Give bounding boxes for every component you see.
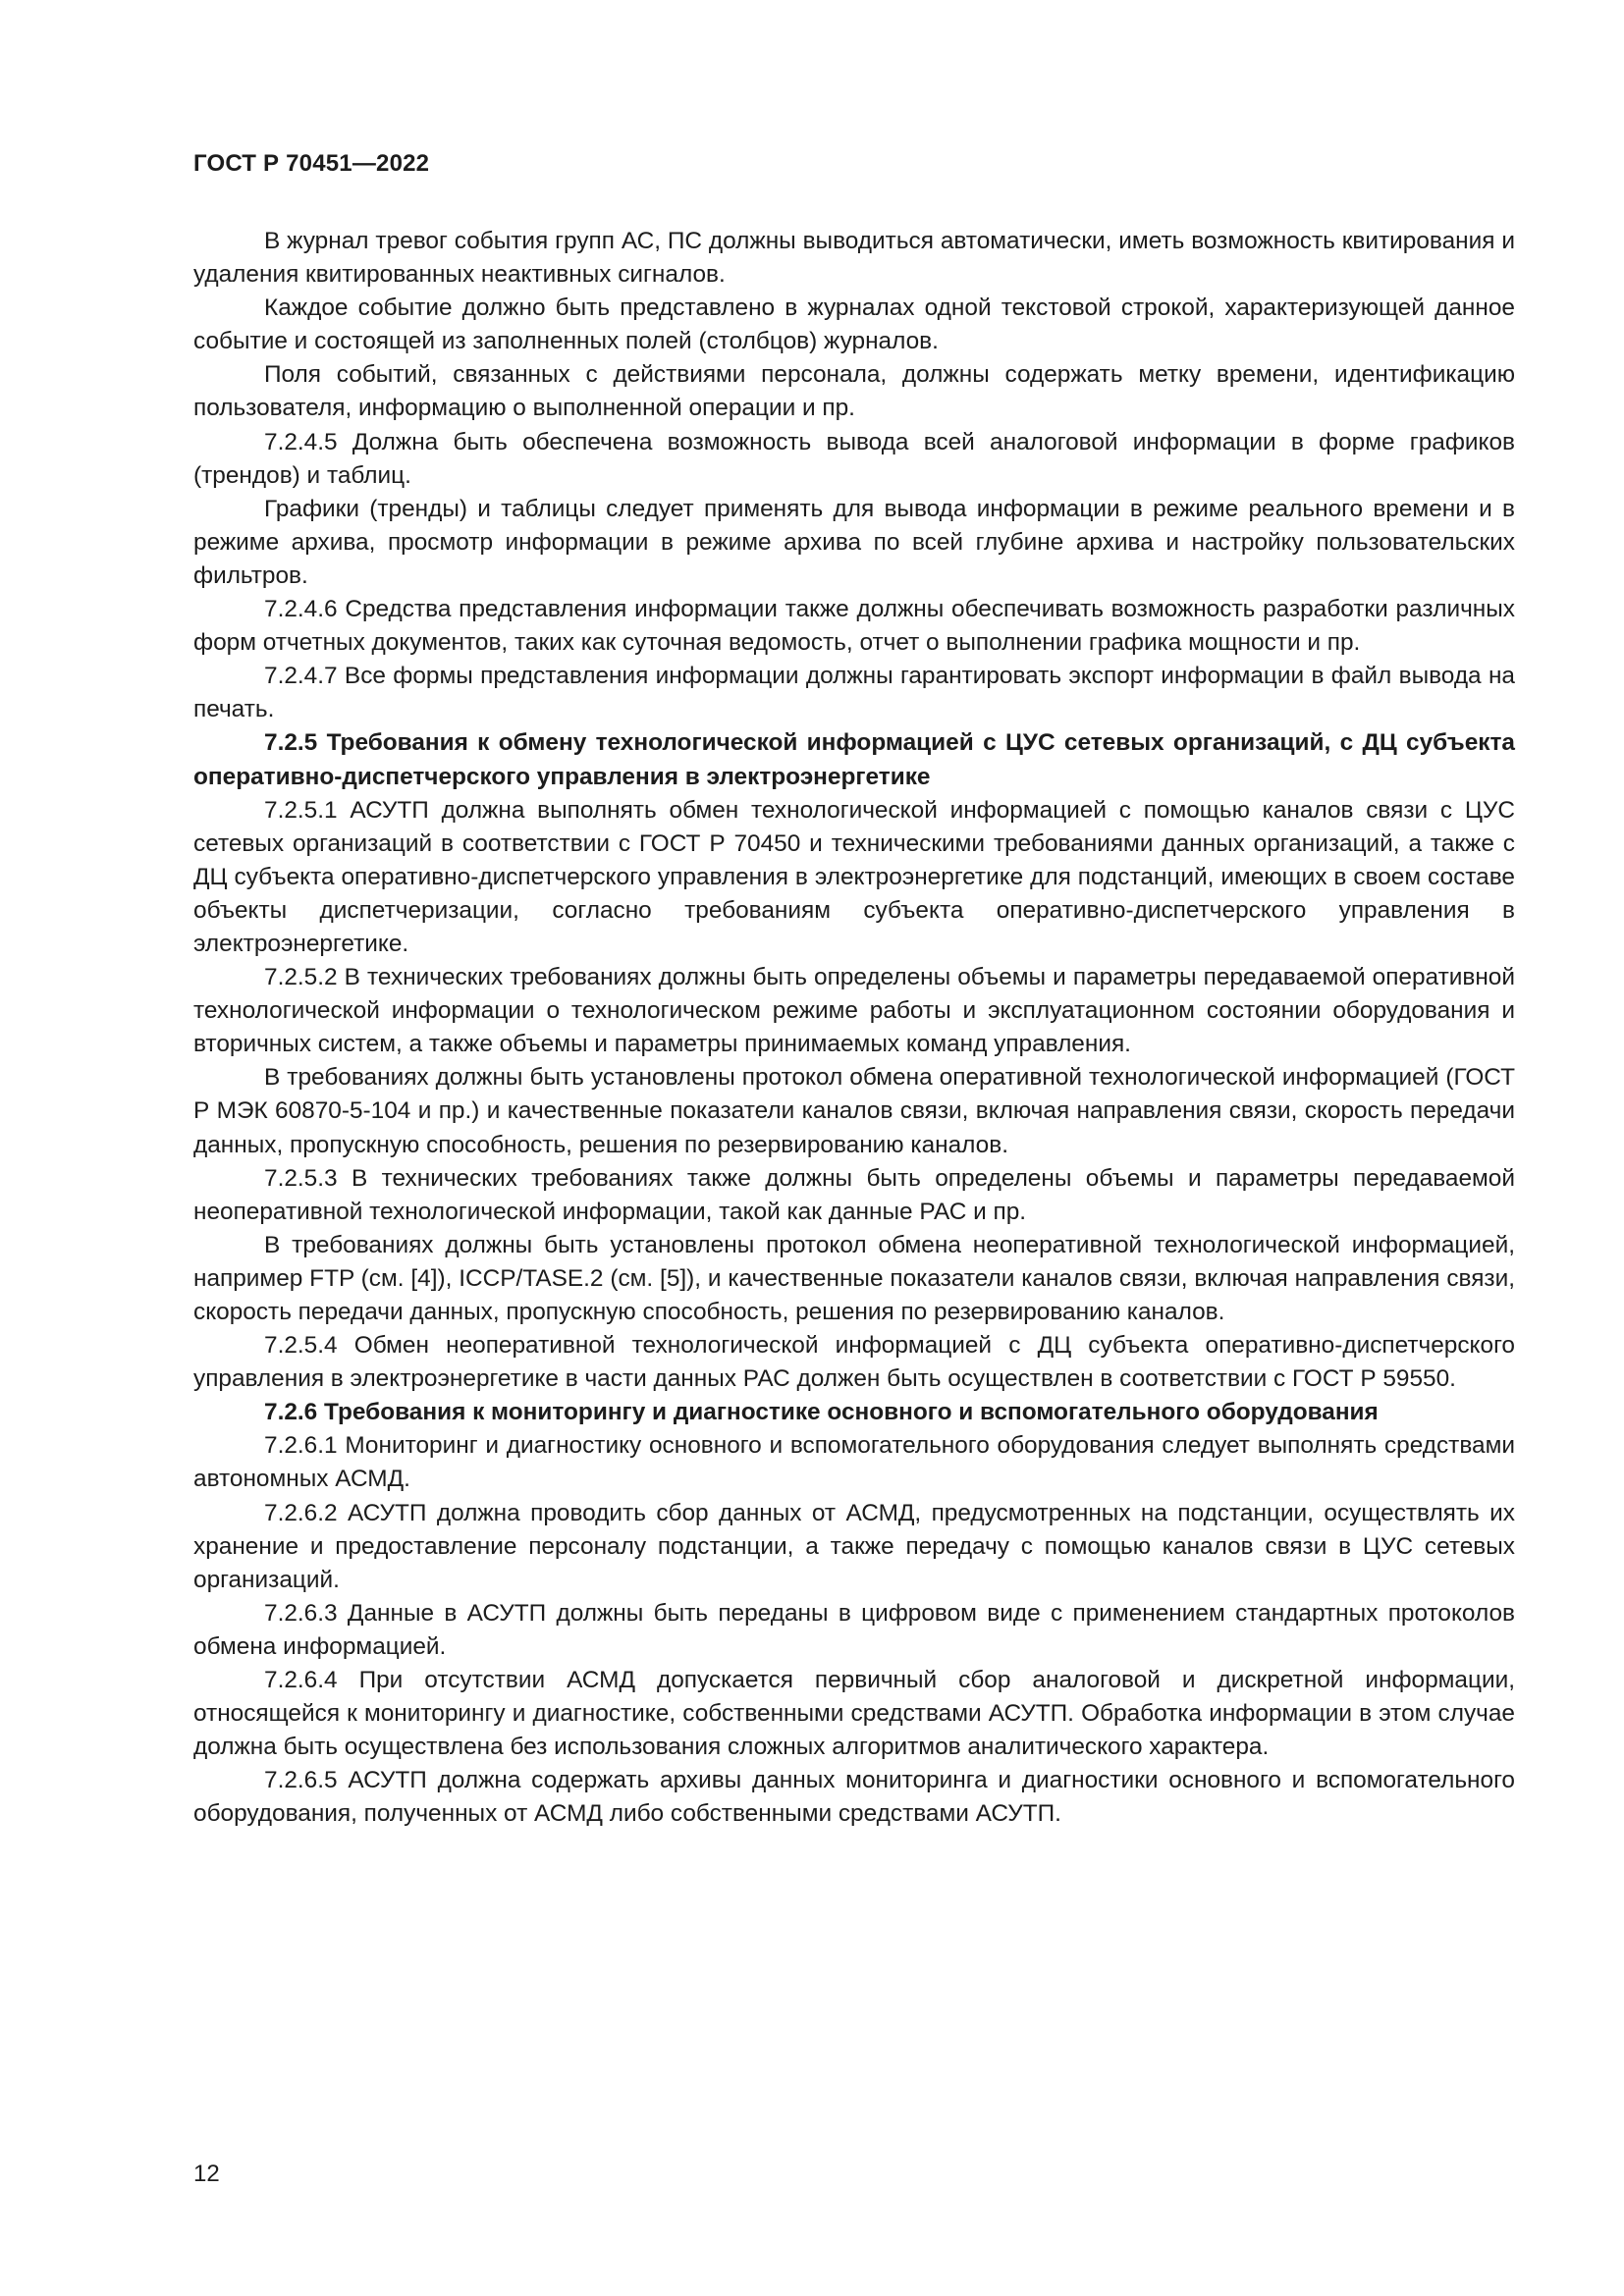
- standard-header: ГОСТ Р 70451—2022: [193, 150, 430, 177]
- paragraph: В журнал тревог события групп АС, ПС должны выводиться автоматически, иметь возможность квитирования и удаления квитированных неактивных сигналов.: [193, 228, 1515, 289]
- document-body: [193, 225, 1515, 1832]
- section-heading: 7.2.5 Требования к обмену технологической информацией с ЦУС сетевых организаций, с ДЦ субъекта оперативно-диспетчерского управления в электроэнергетике: [193, 729, 1515, 790]
- paragraph: 7.2.6.2 АСУТП должна проводить сбор данных от АСМД, предусмотренных на подстанции, осуществлять их хранение и предоставление персоналу подстанции, а также передачу с помощью каналов связи в ЦУС сетевых организаций.: [193, 1499, 1515, 1593]
- paragraph: 7.2.4.5 Должна быть обеспечена возможность вывода всей аналоговой информации в форме графиков (трендов) и таблиц.: [193, 428, 1515, 489]
- paragraph: 7.2.6.3 Данные в АСУТП должны быть переданы в цифровом виде с применением стандартных протоколов обмена информацией.: [193, 1599, 1515, 1660]
- paragraph: 7.2.5.3 В технических требованиях также должны быть определены объемы и параметры передаваемой неоперативной технологической информации, такой как данные РАС и пр.: [193, 1164, 1515, 1225]
- paragraph: 7.2.6.5 АСУТП должна содержать архивы данных мониторинга и диагностики основного и вспомогательного оборудования, полученных от АСМД либо собственными средствами АСУТП.: [193, 1767, 1515, 1828]
- paragraph: Графики (тренды) и таблицы следует применять для вывода информации в режиме реального времени и в режиме архива, просмотр информации в режиме архива по всей глубине архива и настройку пользовательских фильтров.: [193, 495, 1515, 589]
- paragraph: В требованиях должны быть установлены протокол обмена неоперативной технологической информацией, например FTP (см. [4]), ICCP/TASE.2 (см. [5]), и качественные показатели каналов связи, включая направления связи, скорость передачи данных, пропускную способность, решения по резервированию каналов.: [193, 1231, 1515, 1325]
- paragraph: 7.2.4.6 Средства представления информации также должны обеспечивать возможность разработки различных форм отчетных документов, таких как суточная ведомость, отчет о выполнении графика мощности и пр.: [193, 596, 1515, 657]
- paragraph: Каждое событие должно быть представлено в журналах одной текстовой строкой, характеризующей данное событие и состоящей из заполненных полей (столбцов) журналов.: [193, 294, 1515, 355]
- paragraph: 7.2.5.4 Обмен неоперативной технологической информацией с ДЦ субъекта оперативно-диспетчерского управления в электроэнергетике в части данных РАС должен быть осуществлен в соответствии с ГОСТ Р 59550.: [193, 1332, 1515, 1393]
- paragraph: 7.2.5.1 АСУТП должна выполнять обмен технологической информацией с помощью каналов связи с ЦУС сетевых организаций в соответствии с ГОСТ Р 70450 и техническими требованиями данных организаций, а также с ДЦ субъекта оперативно-диспетчерского управления в электроэнергетике для подстанций, имеющих в своем составе объекты диспетчеризации, согласно требованиям субъекта оперативно-диспетчерского управления в электроэнергетике.: [193, 796, 1515, 957]
- paragraph: 7.2.5.2 В технических требованиях должны быть определены объемы и параметры передаваемой оперативной технологической информации о технологическом режиме работы и эксплуатационном состоянии оборудования и вторичных систем, а также объемы и параметры принимаемых команд управления.: [193, 964, 1515, 1058]
- paragraph: 7.2.6.1 Мониторинг и диагностику основного и вспомогательного оборудования следует выполнять средствами автономных АСМД.: [193, 1432, 1515, 1493]
- paragraph: В требованиях должны быть установлены протокол обмена оперативной технологической информацией (ГОСТ Р МЭК 60870-5-104 и пр.) и качественные показатели каналов связи, включая направления связи, скорость передачи данных, пропускную способность, решения по резервированию каналов.: [193, 1064, 1515, 1158]
- paragraph: Поля событий, связанных с действиями персонала, должны содержать метку времени, идентификацию пользователя, информацию о выполненной операции и пр.: [193, 361, 1515, 422]
- page-number: 12: [193, 2161, 220, 2187]
- paragraph: 7.2.4.7 Все формы представления информации должны гарантировать экспорт информации в файл вывода на печать.: [193, 663, 1515, 723]
- section-heading: 7.2.6 Требования к мониторингу и диагностике основного и вспомогательного оборудования: [264, 1399, 1379, 1426]
- paragraph: 7.2.6.4 При отсутствии АСМД допускается первичный сбор аналоговой и дискретной информации, относящейся к мониторингу и диагностике, собственными средствами АСУТП. Обработка информации в этом случае должна быть осуществлена без использования сложных алгоритмов аналитического характера.: [193, 1667, 1515, 1761]
